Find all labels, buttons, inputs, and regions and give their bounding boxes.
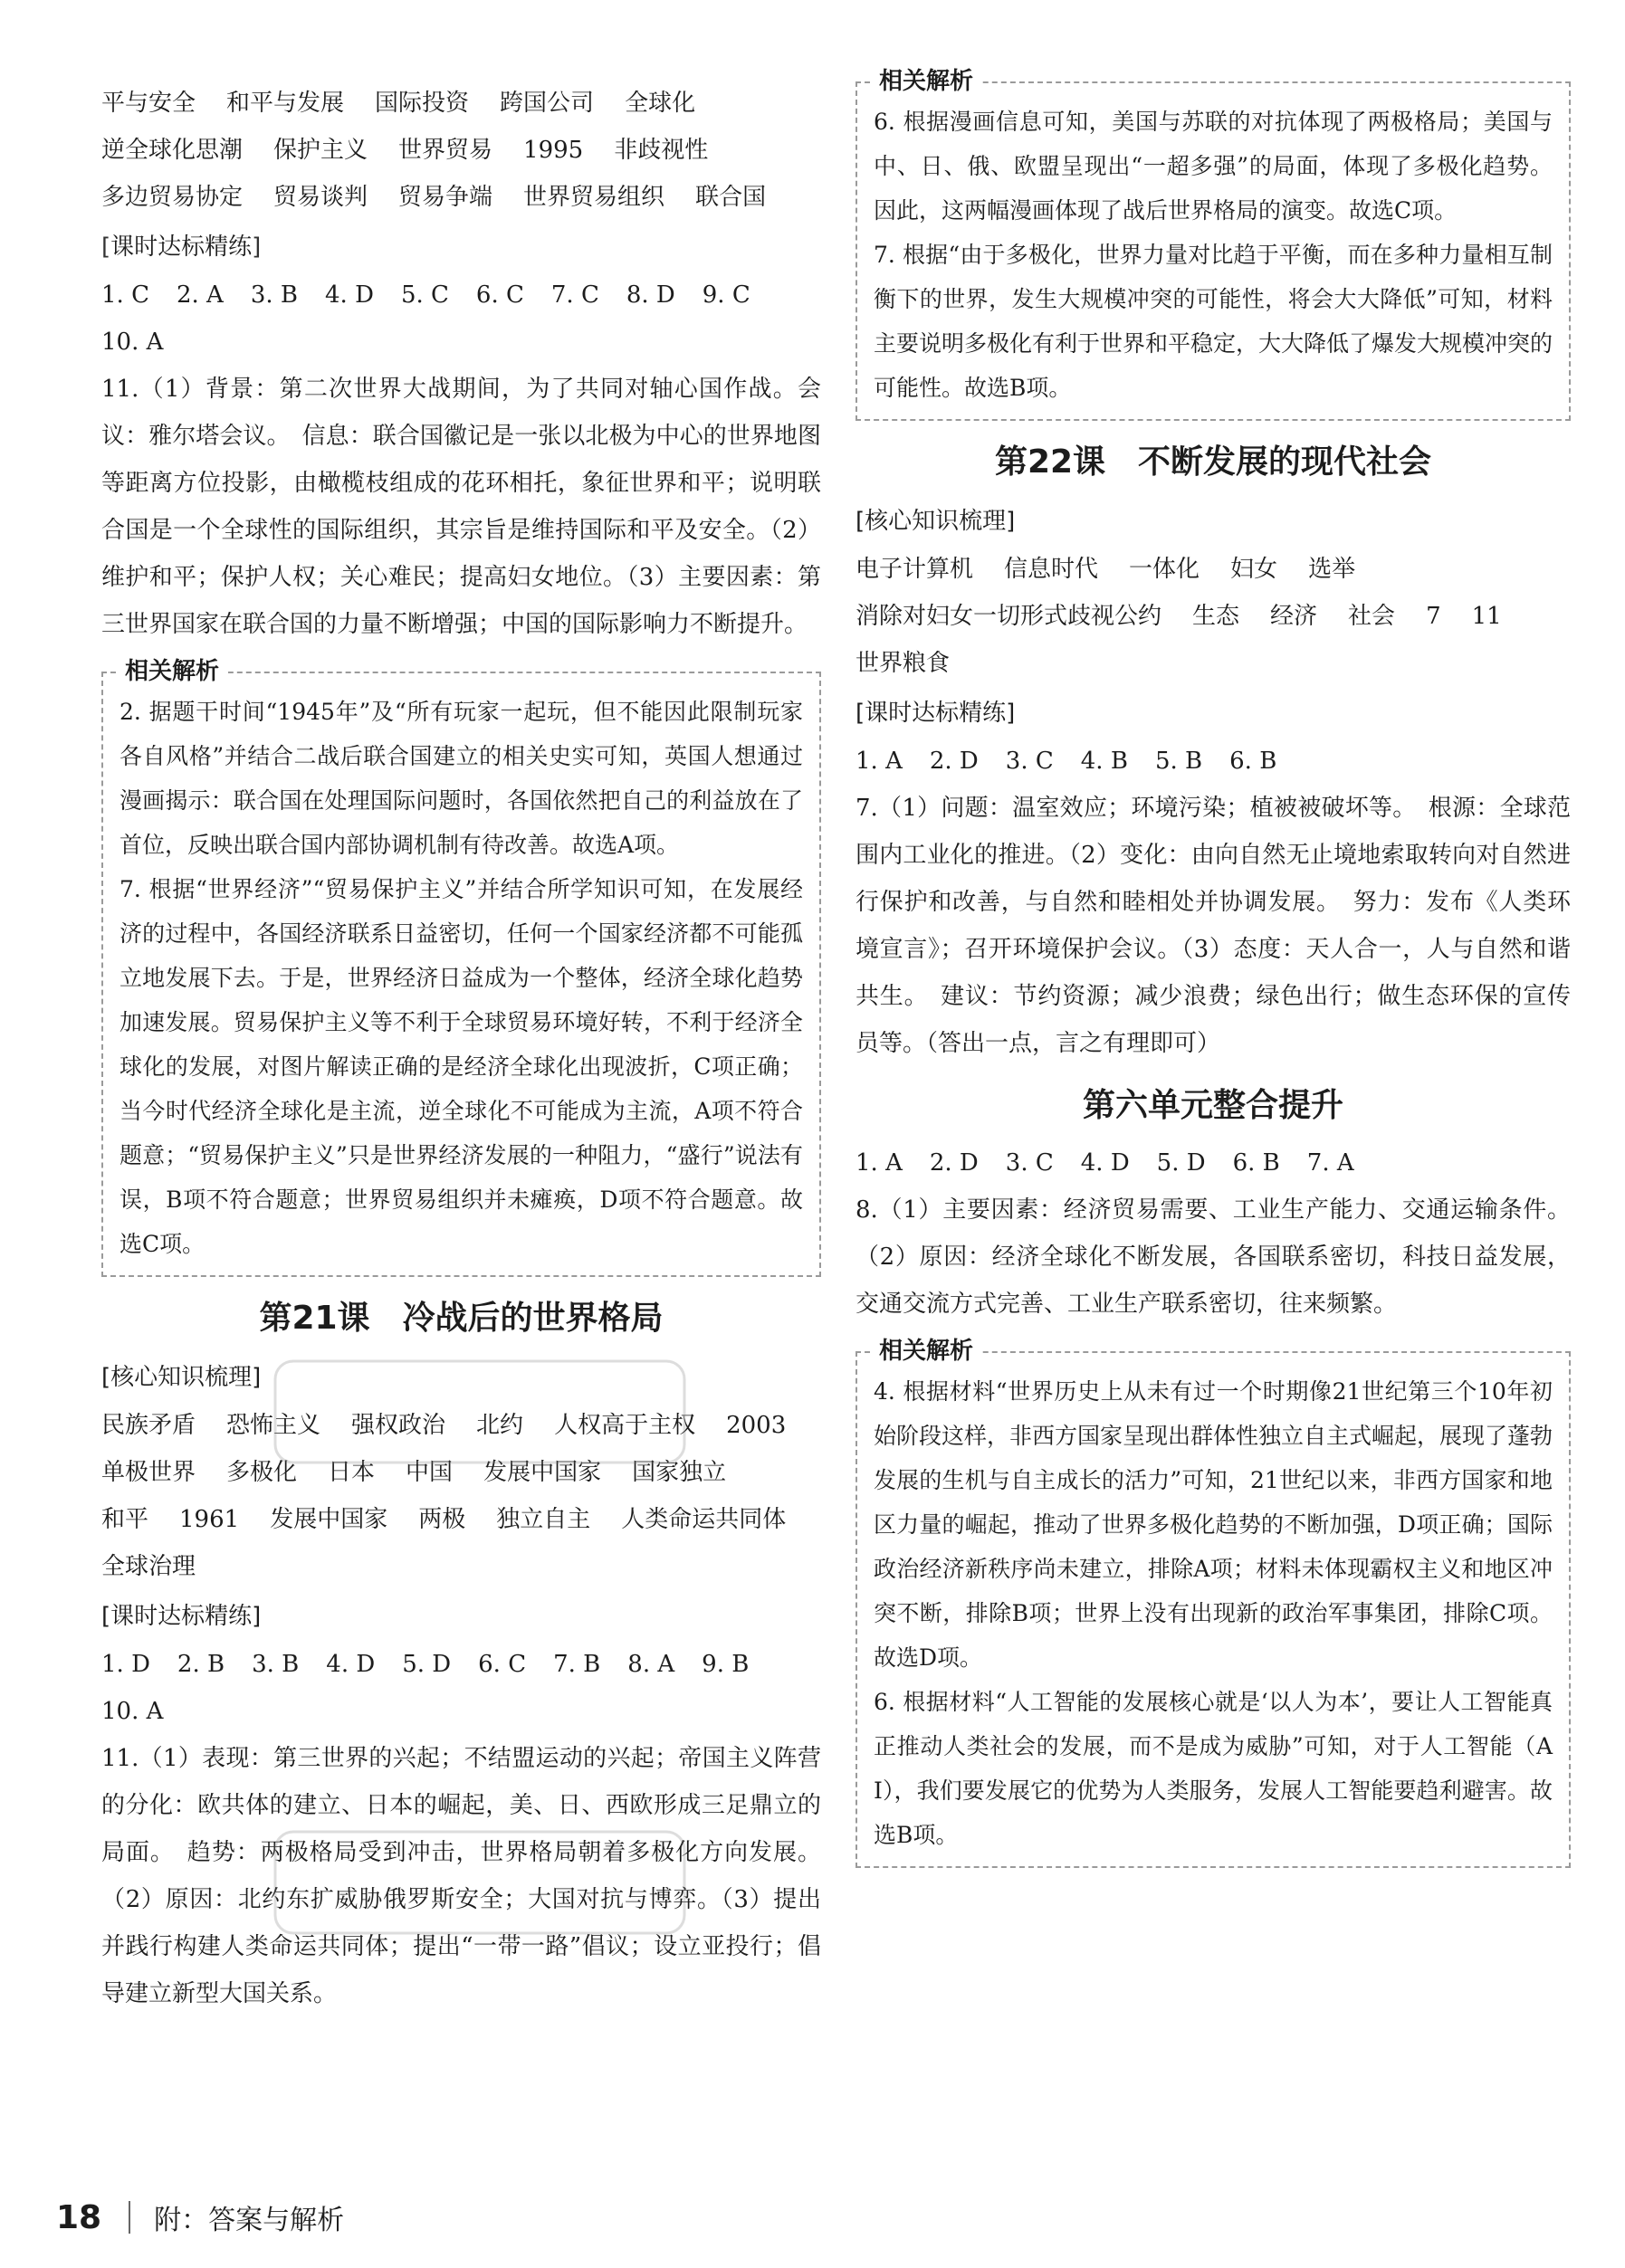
keyword: 民族矛盾 (101, 1412, 196, 1439)
keyword: 7 (1426, 603, 1441, 630)
analysis-tag: 相关解析 (116, 655, 228, 688)
answer-item: 4. B (1080, 748, 1128, 775)
page-footer (56, 2197, 344, 2237)
answer-item: 1. D (101, 1651, 150, 1678)
practice-label: [课时达标精练] (101, 1603, 262, 1630)
right-column (856, 63, 1571, 1879)
keyword: 日本 (328, 1459, 376, 1486)
keyword: 生态 (1192, 603, 1240, 630)
q7-answer: 7.（1）问题：温室效应；环境污染；植被被破坏等。 根源：全球范围内工业化的推进。（2）变化：由向自然无止境地索取转向对自然进行保护和改善，与自然和睦相处并协调发展。 努力：发布《人类环境宣言》；召开环境保护会议。（3）态度：天人合一，人与自然和谐共生。 建议：节约资源；减少浪费；绿色出行；做生态环保的宣传员等。（答出一点，言之有理即可） (856, 795, 1571, 1057)
answer-item: 1. A (856, 748, 903, 775)
answer-item: 9. B (702, 1651, 750, 1678)
keyword: 和平 (101, 1506, 149, 1533)
keyword: 中国 (406, 1459, 454, 1486)
footer-divider (129, 2201, 130, 2234)
answer-item: 10. A (101, 1698, 164, 1725)
keyword: 世界贸易 (398, 137, 493, 164)
answer-item: 4. D (1080, 1149, 1130, 1177)
analysis-q4: 4. 根据材料“世界历史上从未有过一个时期像21世纪第三个10年初始阶段这样，非西方国家呈现出群体性独立自主式崛起，展现了蓬勃发展的生机与自主成长的活力”可知，21世纪以来，非西方国家和地区力量的崛起，推动了世界多极化趋势的不断加强，D项正确；国际政治经济新秩序尚未建立，排除A项；材料未体现霸权主义和地区冲突不断，排除B项；世界上没有出现新的政治军事集团，排除C项。故选D项。 (874, 1378, 1553, 1671)
keyword: 经济 (1270, 603, 1318, 630)
keyword: 跨国公司 (500, 90, 595, 117)
keyword: 世界粮食 (856, 650, 951, 677)
keyword: 消除对妇女一切形式歧视公约 (856, 603, 1162, 630)
analysis-q2: 2. 据题干时间“1945年”及“所有玩家一起玩，但不能因此限制玩家各自风格”并结合二战后联合国建立的相关史实可知，英国人想通过漫画揭示：联合国在处理国际问题时，各国依然把自己的利益放在了首位，反映出联合国内部协调机制有待改善。故选A项。 (119, 699, 803, 858)
keyword: 发展中国家 (483, 1459, 602, 1486)
lesson-22-title: 第22课 不断发展的现代社会 (994, 443, 1432, 481)
keyword: 电子计算机 (856, 556, 974, 583)
page-number: 18 (56, 2198, 102, 2236)
answer-item: 5. C (400, 281, 449, 309)
answer-list (101, 272, 821, 366)
keyword: 11 (1471, 603, 1502, 630)
keyword: 联合国 (695, 184, 767, 211)
keyword: 1995 (523, 137, 584, 164)
analysis-q7: 7. 根据“世界经济”“贸易保护主义”并结合所学知识可知，在发展经济的过程中，各国经济联系日益密切，任何一个国家经济都不可能孤立地发展下去。于是，世界经济日益成为一个整体，经济全球化趋势加速发展。贸易保护主义等不利于全球贸易环境好转，不利于经济全球化的发展，对图片解读正确的是经济全球化出现波折，C项正确；当今时代经济全球化是主流，逆全球化不可能成为主流，A项不符合题意；“贸易保护主义”只是世界经济发展的一种阻力，“盛行”说法有误，B项不符合题意；世界贸易组织并未瘫痪，D项不符合题意。故选C项。 (119, 876, 803, 1257)
keyword: 和平与发展 (226, 90, 345, 117)
analysis-q6: 6. 根据材料“人工智能的发展核心就是‘以人为本’，要让人工智能真正推动人类社会的发展，而不是成为威胁”可知，对于人工智能（AI），我们要发展它的优势为人类服务，发展人工智能要趋利避害。故选B项。 (874, 1689, 1553, 1848)
answer-item: 7. B (553, 1651, 601, 1678)
answer-list (856, 738, 1571, 785)
answer-item: 8. A (627, 1651, 675, 1678)
answer-item: 10. A (101, 329, 164, 356)
practice-label: [课时达标精练] (856, 700, 1016, 727)
answer-item: 6. C (475, 281, 524, 309)
keyword: 全球治理 (101, 1553, 196, 1580)
footer-title: 附：答案与解析 (154, 2205, 345, 2236)
keyword: 世界贸易组织 (523, 184, 665, 211)
keyword: 保护主义 (273, 137, 368, 164)
keyword: 全球化 (625, 90, 696, 117)
practice-label: [课时达标精练] (101, 233, 262, 261)
intro-keywords (101, 80, 821, 221)
keyword: 逆全球化思潮 (101, 137, 244, 164)
keyword: 非歧视性 (614, 137, 709, 164)
keyword: 单极世界 (101, 1459, 196, 1486)
answer-item: 2. A (176, 281, 224, 309)
answer-item: 2. D (929, 748, 979, 775)
keyword: 妇女 (1230, 556, 1278, 583)
q11-answer: 11.（1）表现：第三世界的兴起；不结盟运动的兴起；帝国主义阵营的分化：欧共体的建立、日本的崛起，美、日、西欧形成三足鼎立的局面。 趋势：两极格局受到冲击，世界格局朝着多极化方向发展。（2）原因：北约东扩威胁俄罗斯安全；大国对抗与博弈。（3）提出并践行构建人类命运共同体；提出“一带一路”倡议；设立亚投行；倡导建立新型大国关系。 (101, 1745, 821, 2007)
analysis-box (856, 68, 1571, 421)
q11-answer: 11.（1）背景：第二次世界大战期间，为了共同对轴心国作战。会议：雅尔塔会议。 信息：联合国徽记是一张以北极为中心的世界地图等距离方位投影，由橄榄枝组成的花环相托，象征世界和平；说明联合国是一个全球性的国际组织，其宗旨是维持国际和平及安全。（2）维护和平；保护人权；关心难民；提高妇女地位。（3）主要因素：第三世界国家在联合国的力量不断增强；中国的国际影响力不断提升。 (101, 376, 821, 638)
keyword: 1961 (179, 1506, 240, 1533)
keyword: 选举 (1308, 556, 1356, 583)
keyword: 强权政治 (351, 1412, 446, 1439)
keyword: 2003 (726, 1412, 787, 1439)
keyword: 多极化 (226, 1459, 298, 1486)
analysis-box (101, 658, 821, 1277)
keyword: 国家独立 (632, 1459, 727, 1486)
answer-item: 6. B (1229, 748, 1277, 775)
core-label: [核心知识梳理] (101, 1364, 262, 1391)
keyword: 社会 (1348, 603, 1396, 630)
lesson-21-keywords (101, 1402, 821, 1590)
keyword: 两极 (418, 1506, 466, 1533)
keyword: 信息时代 (1004, 556, 1099, 583)
answer-item: 5. B (1154, 748, 1203, 775)
keyword: 一体化 (1129, 556, 1200, 583)
q8-answer: 8.（1）主要因素：经济贸易需要、工业生产能力、交通运输条件。（2）原因：经济全球化不断发展，各国联系密切，科技日益发展，交通交流方式完善、工业生产联系密切，往来频繁。 (856, 1196, 1571, 1318)
answer-item: 5. D (1156, 1149, 1206, 1177)
keyword: 多边贸易协定 (101, 184, 244, 211)
analysis-tag: 相关解析 (870, 1335, 982, 1367)
answer-item: 3. B (250, 281, 299, 309)
answer-item: 2. B (177, 1651, 225, 1678)
answer-item: 3. C (1005, 748, 1054, 775)
answer-item: 4. D (325, 281, 374, 309)
answer-item: 1. C (101, 281, 149, 309)
keyword: 贸易争端 (398, 184, 493, 211)
unit-6-title: 第六单元整合提升 (1082, 1087, 1343, 1124)
answer-item: 8. D (626, 281, 675, 309)
answer-item: 7. C (550, 281, 599, 309)
keyword: 平与安全 (101, 90, 196, 117)
answer-item: 6. C (478, 1651, 527, 1678)
keyword: 恐怖主义 (226, 1412, 321, 1439)
keyword: 贸易谈判 (273, 184, 368, 211)
answer-item: 1. A (856, 1149, 903, 1177)
answer-item: 4. D (326, 1651, 376, 1678)
answer-item: 3. C (1005, 1149, 1054, 1177)
analysis-tag: 相关解析 (870, 65, 982, 98)
core-label: [核心知识梳理] (856, 508, 1016, 535)
answer-item: 5. D (402, 1651, 452, 1678)
answer-list (101, 1641, 821, 1735)
lesson-21-title: 第21课 冷战后的世界格局 (259, 1300, 664, 1337)
analysis-q6: 6. 根据漫画信息可知，美国与苏联的对抗体现了两极格局；美国与中、日、俄、欧盟呈现出“一超多强”的局面，体现了多极化趋势。因此，这两幅漫画体现了战后世界格局的演变。故选C项。 (874, 109, 1553, 224)
answer-list (856, 1139, 1571, 1186)
answer-item: 9. C (702, 281, 750, 309)
keyword: 发展中国家 (270, 1506, 388, 1533)
keyword: 人权高于主权 (554, 1412, 696, 1439)
lesson-22-keywords (856, 546, 1571, 687)
keyword: 独立自主 (496, 1506, 591, 1533)
analysis-q7: 7. 根据“由于多极化，世界力量对比趋于平衡，而在多种力量相互制衡下的世界，发生大规模冲突的可能性，将会大大降低”可知，材料主要说明多极化有利于世界和平稳定，大大降低了爆发大规模冲突的可能性。故选B项。 (874, 242, 1553, 401)
analysis-box (856, 1338, 1571, 1868)
keyword: 国际投资 (375, 90, 470, 117)
answer-item: 3. B (252, 1651, 300, 1678)
answer-item: 2. D (929, 1149, 979, 1177)
answer-item: 6. B (1232, 1149, 1280, 1177)
left-column (101, 80, 821, 2017)
keyword: 北约 (476, 1412, 524, 1439)
keyword: 人类命运共同体 (621, 1506, 787, 1533)
answer-item: 7. A (1306, 1149, 1354, 1177)
